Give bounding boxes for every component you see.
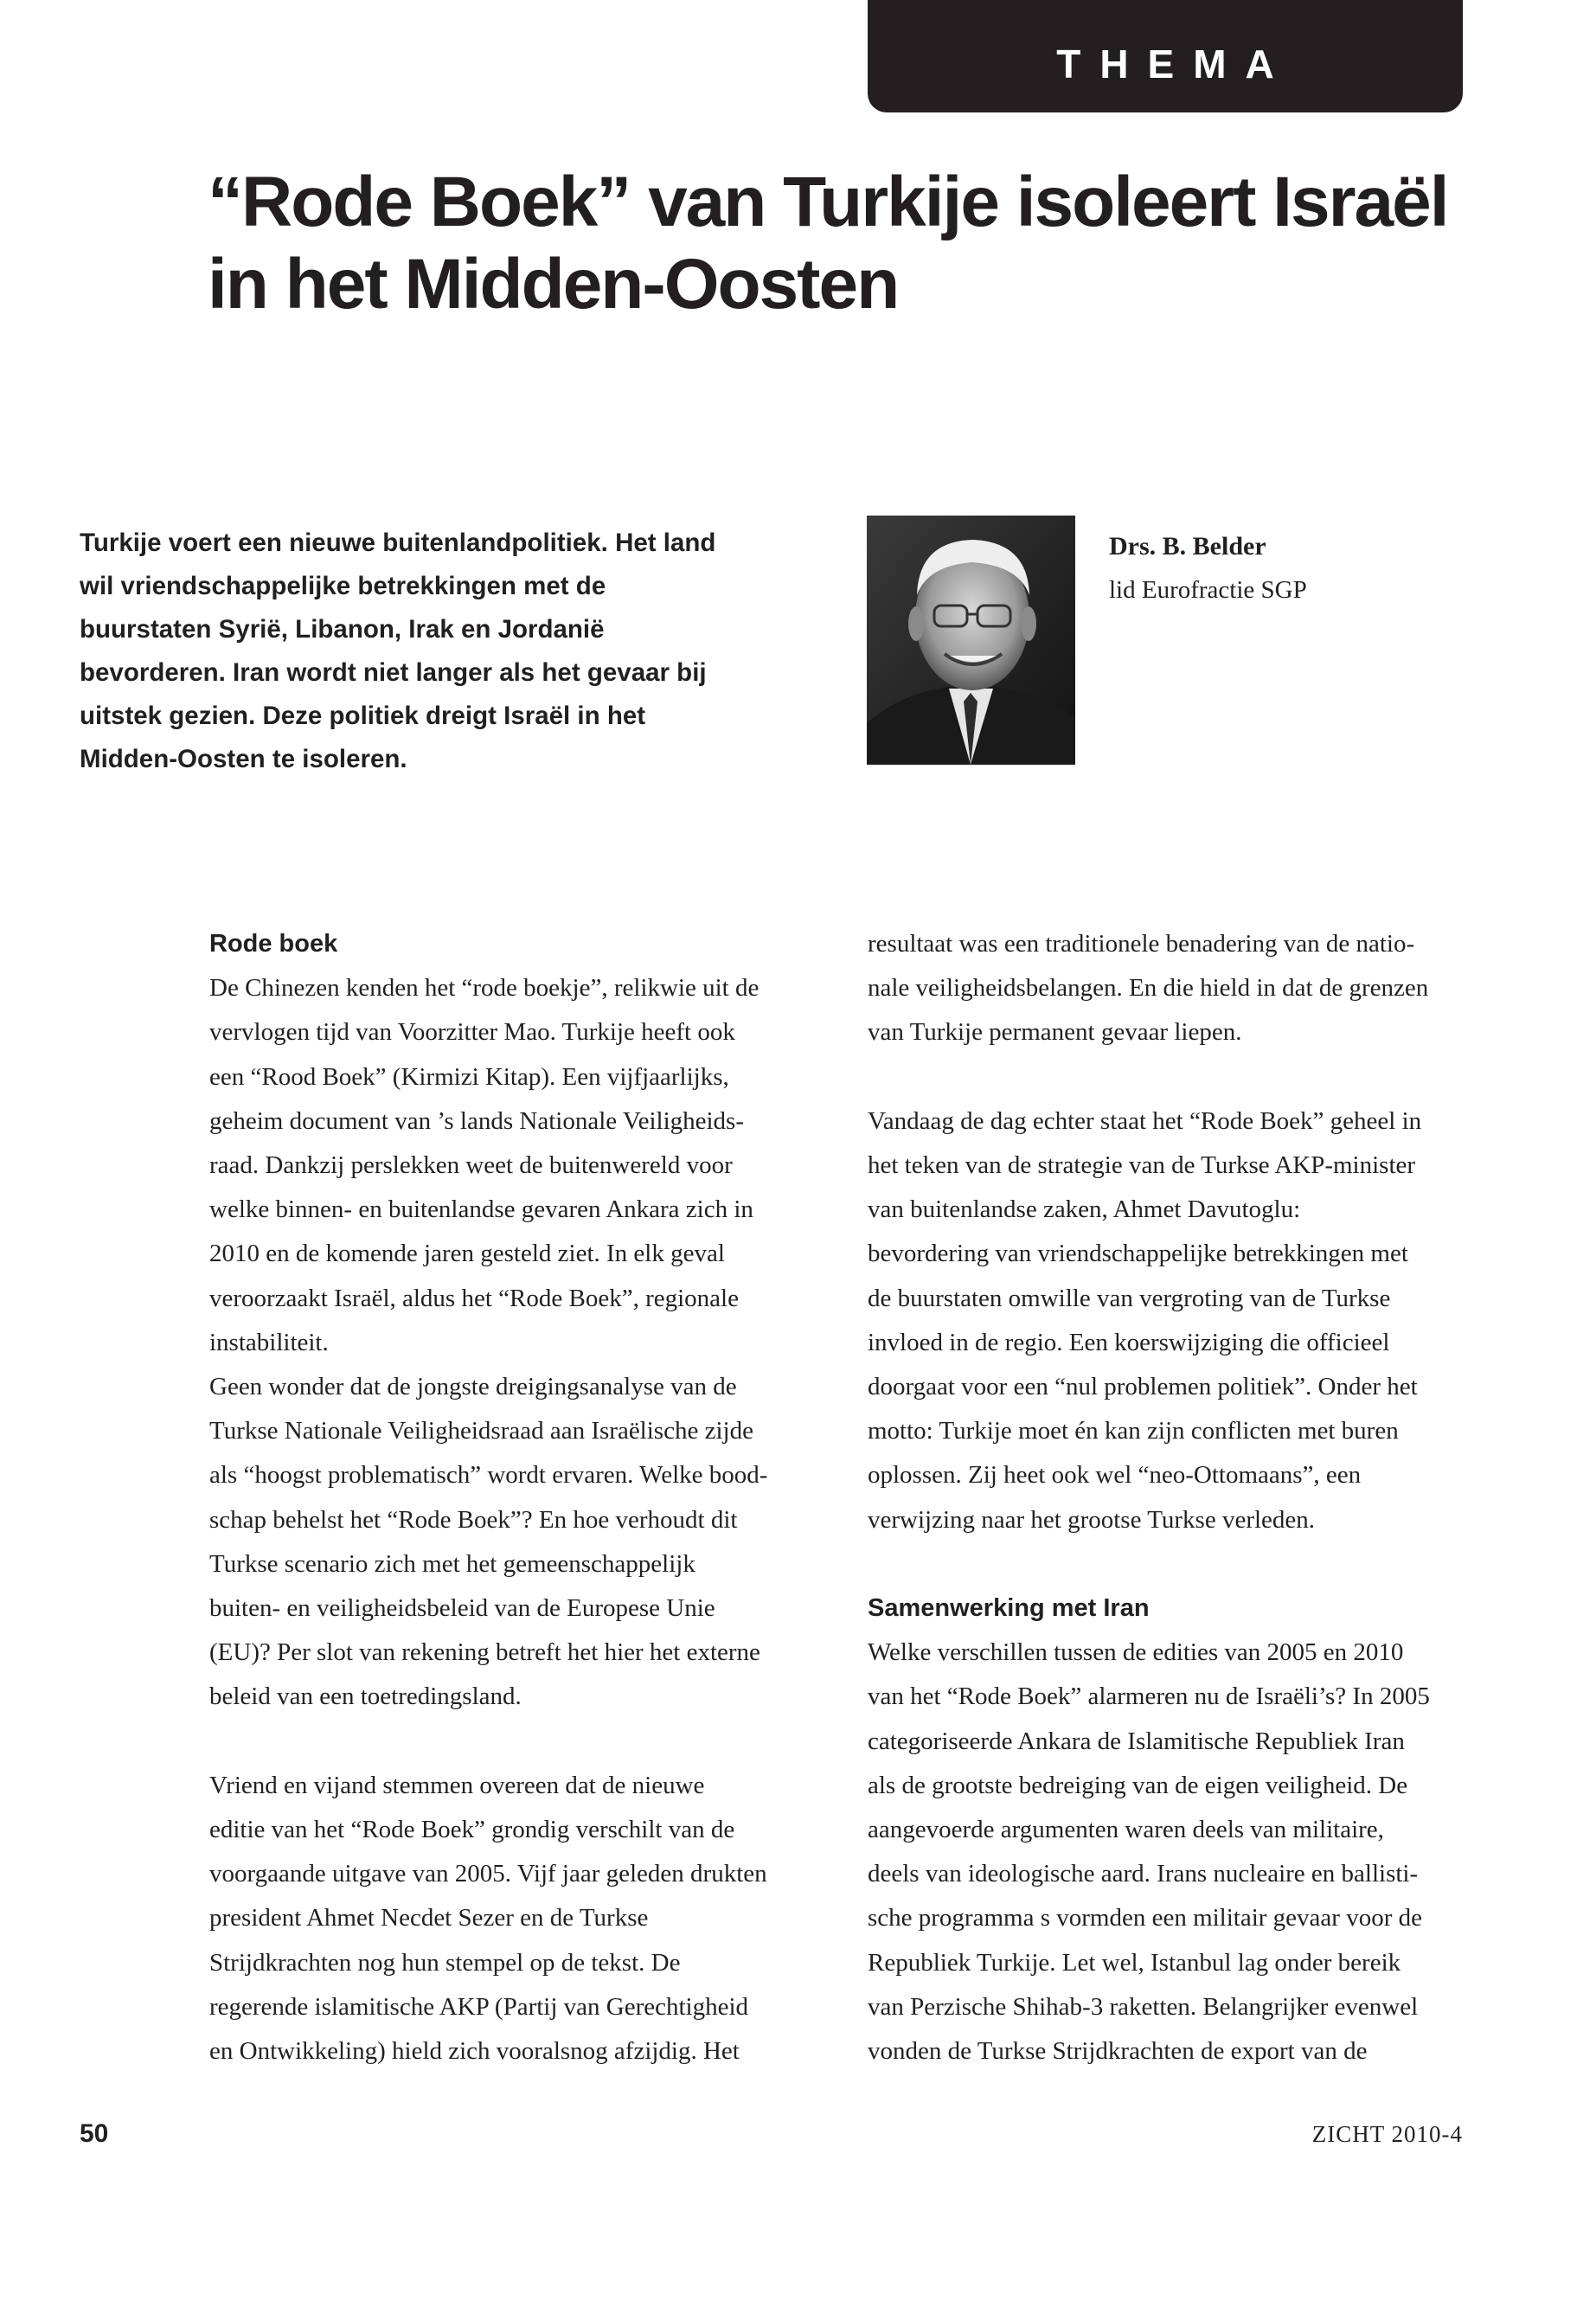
body-line: Vandaag de dag echter staat het “Rode Boek” geheel in [868, 1106, 1422, 1135]
intro-line: Midden-Oosten te isoleren. [80, 745, 407, 773]
body-line: verwijzing naar het grootse Turkse verleden. [868, 1505, 1316, 1534]
subheading: Rode boek [209, 930, 338, 958]
body-line: vervlogen tijd van Voorzitter Mao. Turkije heeft ook [209, 1018, 735, 1047]
page-number: 50 [80, 2119, 109, 2148]
body-line: De Chinezen kenden het “rode boekje”, relikwie uit de [209, 974, 760, 1003]
paragraph-gap [868, 1542, 1490, 1586]
body-line: Welke verschillen tussen de edities van 2005 en 2010 [868, 1638, 1404, 1667]
publication-issue: ZICHT 2010-4 [1311, 2121, 1463, 2147]
portrait-illustration [867, 516, 1075, 765]
body-line: regerende islamitische AKP (Partij van Gerechtigheid [209, 1992, 749, 2021]
body-line: welke binnen- en buitenlandse gevaren Ankara zich in [209, 1195, 753, 1224]
body-line: deels van ideologische aard. Irans nucleaire en ballisti- [868, 1860, 1419, 1888]
body-line: voorgaande uitgave van 2005. Vijf jaar geleden drukten [209, 1860, 767, 1888]
section-tab [868, 0, 1463, 112]
body-line: van Perzische Shihab-3 raketten. Belangrijker evenwel [868, 1992, 1419, 2021]
body-line: schap behelst het “Rode Boek”? En hoe verhoudt dit [209, 1505, 738, 1534]
body-line: bevordering van vriendschappelijke betrekkingen met [868, 1240, 1408, 1268]
body-line: 2010 en de komende jaren gesteld ziet. In elk geval [209, 1240, 725, 1268]
body-line: van buitenlandse zaken, Ahmet Davutoglu: [868, 1195, 1301, 1224]
body-line: veroorzaakt Israël, aldus het “Rode Boek”, regionale [209, 1284, 739, 1312]
subheading: Samenwerking met Iran [868, 1594, 1150, 1623]
author-name: Drs. B. Belder [1109, 532, 1266, 561]
body-line: motto: Turkije moet én kan zijn conflicten met buren [868, 1417, 1399, 1445]
body-line: sche programma s vormden een militair gevaar voor de [868, 1904, 1422, 1932]
body-line: editie van het “Rode Boek” grondig verschilt van de [209, 1816, 735, 1844]
body-line: resultaat was een traditionele benadering van de natio- [868, 930, 1415, 958]
body-line: als de grootste bedreiging van de eigen veiligheid. De [868, 1771, 1408, 1799]
body-line: aangevoerde argumenten waren deels van militaire, [868, 1816, 1384, 1844]
body-line: en Ontwikkeling) hield zich vooralsnog afzijdig. Het [209, 2037, 740, 2066]
body-line: invloed in de regio. Een koerswijziging die officieel [868, 1328, 1390, 1356]
section-label: THEMA [1056, 42, 1293, 87]
paragraph-gap [868, 1055, 1490, 1099]
body-line: Vriend en vijand stemmen overeen dat de nieuwe [209, 1771, 705, 1799]
body-line: vonden de Turkse Strijdkrachten de export van de [868, 2037, 1368, 2066]
author-portrait [867, 516, 1075, 765]
body-line: beleid van een toetredingsland. [209, 1682, 522, 1711]
body-line: president Ahmet Necdet Sezer en de Turkse [209, 1904, 649, 1932]
body-line: doorgaat voor een “nul problemen politiek”. Onder het [868, 1373, 1418, 1401]
body-line: buiten- en veiligheidsbeleid van de Europese Unie [209, 1594, 715, 1623]
title-line: in het Midden-Oosten [208, 245, 899, 324]
body-line: het teken van de strategie van de Turkse AKP-minister [868, 1151, 1416, 1179]
author-role: lid Eurofractie SGP [1109, 576, 1307, 604]
body-line: de buurstaten omwille van vergroting van de Turkse [868, 1284, 1391, 1312]
title-line: “Rode Boek” van Turkije isoleert Israël [208, 163, 1448, 241]
body-line: Strijdkrachten nog hun stempel op de tekst. De [209, 1948, 681, 1977]
right-column [868, 922, 1490, 2073]
body-line: Turkse scenario zich met het gemeenschappelijk [209, 1549, 695, 1578]
article-title [208, 161, 1505, 325]
paragraph-gap [209, 1720, 832, 1764]
body-line: nale veiligheidsbelangen. En die hield in dat de grenzen [868, 974, 1429, 1003]
body-line: Geen wonder dat de jongste dreigingsanalyse van de [209, 1373, 737, 1401]
body-line: raad. Dankzij perslekken weet de buitenwereld voor [209, 1151, 733, 1180]
article-intro [80, 522, 858, 781]
intro-line: wil vriendschappelijke betrekkingen met de [80, 572, 606, 600]
body-line: oplossen. Zij heet ook wel “neo-Ottomaans”, een [868, 1461, 1362, 1490]
body-line: (EU)? Per slot van rekening betreft het hier het externe [209, 1638, 760, 1667]
author-block [1109, 525, 1472, 612]
intro-line: Turkije voert een nieuwe buitenlandpolitiek. Het land [80, 529, 716, 557]
body-line: van het “Rode Boek” alarmeren nu de Israëli’s? In 2005 [868, 1682, 1430, 1711]
body-line: Republiek Turkije. Let wel, Istanbul lag onder bereik [868, 1948, 1401, 1977]
body-line: categoriseerde Ankara de Islamitische Republiek Iran [868, 1727, 1405, 1755]
intro-line: uitstek gezien. Deze politiek dreigt Israël in het [80, 702, 646, 730]
intro-line: bevorderen. Iran wordt niet langer als het gevaar bij [80, 658, 707, 687]
body-line: instabiliteit. [209, 1328, 329, 1356]
body-line: een “Rood Boek” (Kirmizi Kitap). Een vijfjaarlijks, [209, 1062, 729, 1091]
left-column [209, 922, 832, 2073]
body-line: als “hoogst problematisch” wordt ervaren. Welke bood- [209, 1461, 768, 1490]
intro-line: buurstaten Syrië, Libanon, Irak en Jordanië [80, 615, 605, 644]
body-line: van Turkije permanent gevaar liepen. [868, 1018, 1242, 1047]
body-line: Turkse Nationale Veiligheidsraad aan Israëlische zijde [209, 1417, 753, 1445]
body-line: geheim document van ’s lands Nationale Veiligheids- [209, 1106, 744, 1135]
